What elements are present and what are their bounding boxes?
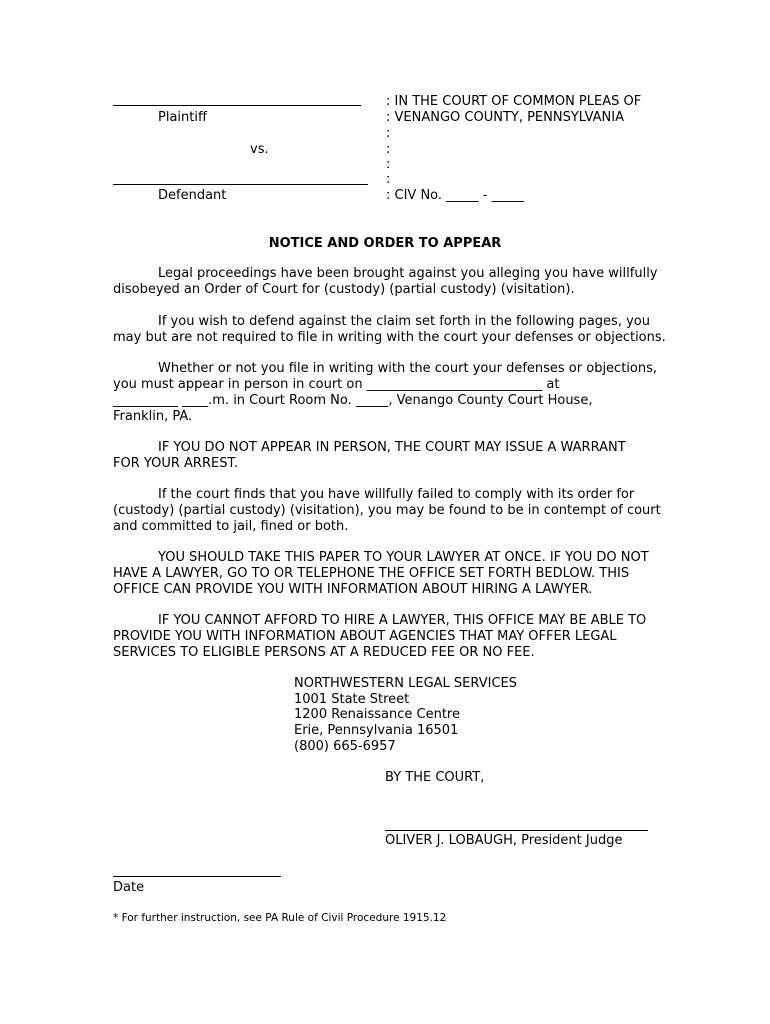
court-caption-line: : IN THE COURT OF COMMON PLEAS OF [386, 94, 642, 109]
paragraph-contempt [113, 487, 661, 535]
defendant-signature-line [113, 184, 368, 185]
paragraph-line: IF YOU DO NOT APPEAR IN PERSON, THE COURT MAY ISSUE A WARRANT [158, 440, 626, 455]
phone-number: (800) 665-6957 [294, 739, 396, 754]
paragraph-line: HAVE A LAWYER, GO TO OR TELEPHONE THE OFFICE SET FORTH BEDLOW. THIS [113, 566, 630, 581]
paragraph-line: may but are not required to file in writing with the court your defenses or objections. [113, 330, 666, 345]
paragraph-appear [113, 361, 658, 425]
paragraph-defend [113, 314, 666, 346]
paragraph-line: YOU SHOULD TAKE THIS PAPER TO YOUR LAWYER AT ONCE. IF YOU DO NOT [158, 550, 649, 565]
date-label: Date [113, 880, 145, 895]
court-caption-line: : CIV No. _____ - _____ [386, 188, 525, 203]
paragraph-warrant [113, 440, 658, 472]
court-caption-line: : [386, 157, 391, 172]
paragraph-lawyer [113, 550, 658, 598]
paragraph-proceedings [113, 266, 658, 298]
judge-signature-line [385, 830, 648, 831]
court-caption-line: : [386, 172, 391, 187]
paragraph-line: you must appear in person in court on ___________________________ at [113, 377, 560, 392]
paragraph-afford [113, 613, 658, 661]
paragraph-line: OFFICE CAN PROVIDE YOU WITH INFORMATION ABOUT HIRING A LAWYER. [113, 582, 593, 597]
paragraph-line: (custody) (partial custody) (visitation), you may be found to be in contempt of court [113, 503, 661, 518]
date-line [113, 876, 281, 877]
paragraph-line: If you wish to defend against the claim set forth in the following pages, you [158, 314, 650, 329]
paragraph-line: FOR YOUR ARREST. [113, 456, 238, 471]
court-caption-line: : [386, 142, 391, 157]
paragraph-line: disobeyed an Order of Court for (custody) (partial custody) (visitation). [113, 282, 575, 297]
court-caption-line: : [386, 126, 391, 141]
plaintiff-label: Plaintiff [158, 110, 207, 125]
paragraph-line: __________ ____.m. in Court Room No. _____, Venango County Court House, [113, 393, 593, 408]
address-line: 1001 State Street [294, 692, 410, 707]
defendant-label: Defendant [158, 188, 227, 203]
paragraph-line: SERVICES TO ELIGIBLE PERSONS AT A REDUCED FEE OR NO FEE. [113, 645, 535, 660]
paragraph-line: and committed to jail, fined or both. [113, 519, 349, 534]
address-line: Erie, Pennsylvania 16501 [294, 723, 459, 738]
paragraph-line: If the court finds that you have willfully failed to comply with its order for [158, 487, 635, 502]
document-title: NOTICE AND ORDER TO APPEAR [268, 236, 502, 251]
paragraph-line: PROVIDE YOU WITH INFORMATION ABOUT AGENCIES THAT MAY OFFER LEGAL [113, 629, 617, 644]
footnote: * For further instruction, see PA Rule of Civil Procedure 1915.12 [113, 912, 447, 924]
paragraph-line: Legal proceedings have been brought against you alleging you have willfully [158, 266, 658, 281]
address-line: 1200 Renaissance Centre [294, 707, 460, 722]
address-line: NORTHWESTERN LEGAL SERVICES [294, 676, 517, 691]
paragraph-line: IF YOU CANNOT AFFORD TO HIRE A LAWYER, THIS OFFICE MAY BE ABLE TO [158, 613, 647, 628]
by-the-court-label: BY THE COURT, [385, 770, 485, 785]
plaintiff-signature-line [113, 105, 361, 106]
paragraph-line: Whether or not you file in writing with the court your defenses or objections, [158, 361, 658, 376]
paragraph-line: Franklin, PA. [113, 409, 193, 424]
vs-label: vs. [250, 142, 269, 157]
judge-name: OLIVER J. LOBAUGH, President Judge [385, 833, 623, 848]
court-caption-line: : VENANGO COUNTY, PENNSYLVANIA [386, 110, 625, 125]
